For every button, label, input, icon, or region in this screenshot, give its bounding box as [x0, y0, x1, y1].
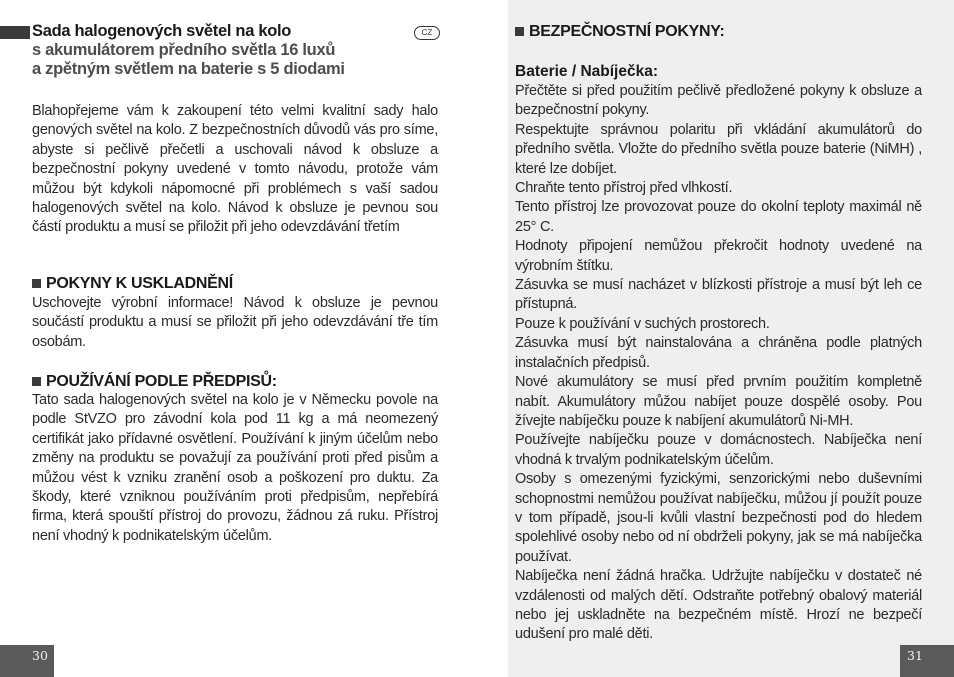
safety-paragraph: Zásuvka se musí nacházet v blízkosti přístroje a musí být leh ce přístupná.	[515, 277, 922, 313]
safety-paragraph: Respektujte správnou polaritu při vkládání akumulátorů do předního světla. Vložte do předního světla pouze baterie (NiMH) , které lze dobíjet.	[515, 121, 922, 177]
product-title	[32, 22, 442, 79]
safety-paragraph: Chraňte tento přístroj před vlhkostí.	[515, 180, 733, 197]
safety-instructions	[515, 82, 922, 645]
usage-heading	[32, 372, 277, 391]
safety-heading	[515, 22, 725, 41]
storage-heading-text: POKYNY K USKLADNĚNÍ	[46, 275, 233, 292]
title-line-1: Sada halogenových světel na kolo	[32, 22, 292, 40]
page-number-right: 31	[900, 645, 954, 677]
safety-paragraph: Nové akumulátory se musí před prvním použitím kompletně nabít. Akumulátory můžou nabíjet pouze dospělé osoby. Pou žívejte nabíječku pouze k nabíjení akumulátorů Ni-MH.	[515, 374, 922, 429]
title-line-2: s akumulátorem předního světla 16 luxů	[32, 41, 336, 59]
title-line-3: a zpětným světlem na baterie s 5 diodami	[32, 60, 345, 78]
square-bullet-icon	[515, 27, 524, 36]
safety-paragraph: Nabíječka není žádná hračka. Udržujte nabíječku v dostateč né vzdálenosti od malých dětí. Odstraňte potřebný obalový materiál nebo jej uskladněte na bezpečném místě. Hrozí ne bezpečí udušení pro malé děti.	[515, 568, 922, 643]
safety-paragraph: Osoby s omezenými fyzickými, senzorickými nebo duševními schopnostmi nemůžou používat nabíječku, můžou jí použít pouze v tom případě, jsou-li kvůli vlastní bezpečnosti pod do hledem spolehlivé osoby nebo od ní obdrželi pokyny, jak se má nabíječka používat.	[515, 471, 922, 565]
storage-paragraph: Uschovejte výrobní informace! Návod k obsluze je pevnou součástí produktu a musí se přiložit při jeho odevzdávání tře tím osobám.	[32, 295, 438, 350]
storage-heading	[32, 274, 233, 293]
chapter-tab-marker	[0, 26, 30, 39]
page-number-left: 30	[0, 645, 54, 677]
safety-paragraph: Zásuvka musí být nainstalována a chráněna podle platných instalačních předpisů.	[515, 335, 922, 371]
intro-paragraph: Blahopřejeme vám k zakoupení této velmi kvalitní sady halo genových světel na kolo. Z bezpečnostních důvodů vás pro síme, abyste si pečlivě přečetli a uschovali návod k obsluze a bezpečnostní pokyny uvedené v tomto návodu, protože vám můžou být kdykoli nápomocné při problémech s vaší sadou halogenových světel na kolo. Návod k obsluze je pevnou sou částí produktu a musí se přiložit při jeho odevzdávání třetím	[32, 103, 438, 236]
safety-paragraph: Tento přístroj lze provozovat pouze do okolní teploty maximál ně 25° C.	[515, 199, 922, 235]
square-bullet-icon	[32, 377, 41, 386]
safety-heading-text: BEZPEČNOSTNÍ POKYNY:	[529, 23, 725, 40]
language-badge-icon: CZ	[414, 26, 440, 40]
square-bullet-icon	[32, 279, 41, 288]
usage-paragraph: Tato sada halogenových světel na kolo je v Německu povole na podle StVZO pro závodní kola pod 11 kg a má neomezený certifikát jako přídavné osvětlení. Používání k jiným účelům nebo změny na produktu se považují za používání proti před pisům a můžou vést k vzniku zranění osob a poškození pro duktu. Za škody, které vzniknou používáním proti předpisům, nepřebírá firma, která spouští přístroj do provozu, žádnou zá ruku. Přístroj není vhodný k podnikatelským účelům.	[32, 392, 438, 544]
usage-heading-text: POUŽÍVÁNÍ PODLE PŘEDPISŮ:	[46, 373, 277, 390]
safety-paragraph: Přečtěte si před použitím pečlivě předložené pokyny k obsluze a bezpečnostní pokyny.	[515, 83, 922, 119]
safety-paragraph: Hodnoty připojení nemůžou překročit hodnoty uvedené na výrobním štítku.	[515, 238, 922, 274]
battery-charger-heading: Baterie / Nabíječka:	[515, 63, 659, 80]
safety-paragraph: Používejte nabíječku pouze v domácnostech. Nabíječka není vhodná k trvalým podnikatelským účelům.	[515, 432, 922, 468]
safety-paragraph: Pouze k používání v suchých prostorech.	[515, 315, 770, 332]
